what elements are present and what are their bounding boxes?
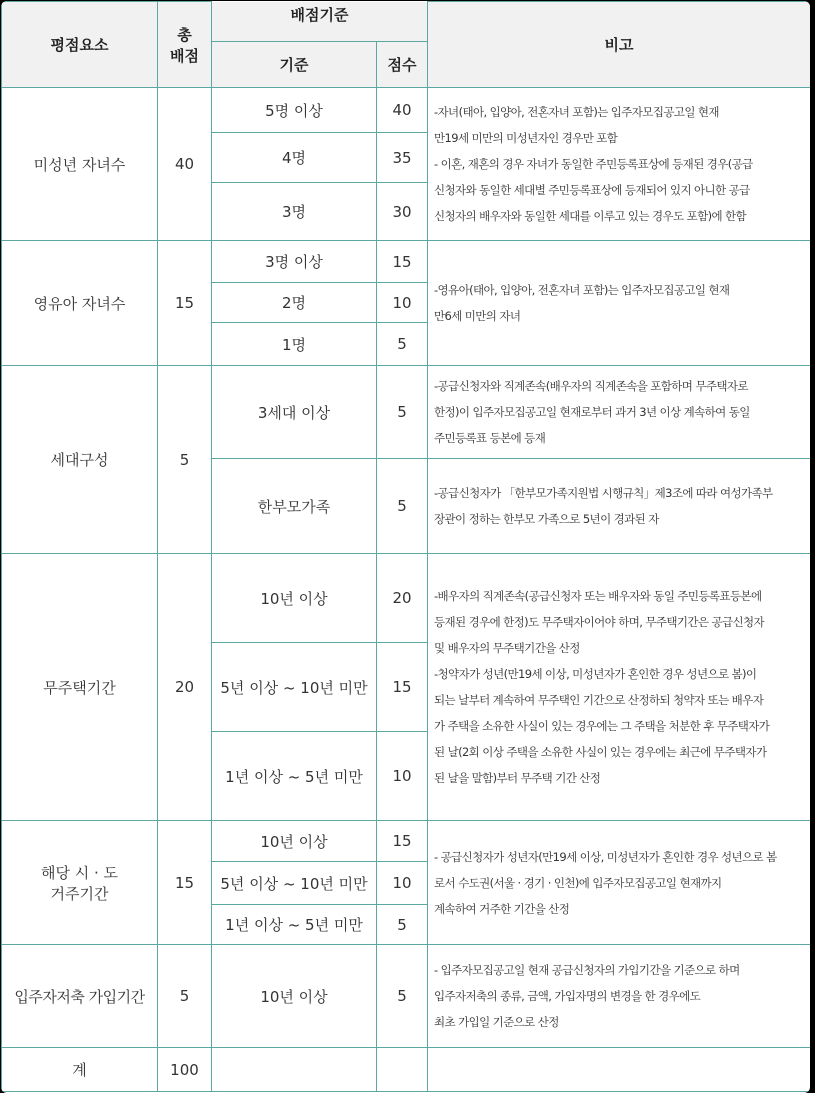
remarks-cell (428, 554, 811, 821)
note-line: 신청자와 동일한 세대별 주민등록표상에 등재되어 있지 아니한 공급 (434, 183, 750, 197)
remarks-cell (428, 241, 811, 366)
table-row (2, 821, 811, 862)
note-line: -공급신청자가 「한부모가족지원법 시행규칙」제3조에 따라 여성가족부 (434, 486, 773, 500)
note-line: - 공급신청자가 성년자(만19세 이상, 미성년자가 혼인한 경우 성년으로 봄 (434, 849, 777, 864)
total-cell: 40 (158, 88, 212, 241)
score-cell: 30 (377, 183, 428, 241)
note-line: 만6세 미만의 자녀 (434, 309, 521, 323)
score-cell: 15 (377, 821, 428, 862)
note-line: 계속하여 거주한 기간을 산정 (434, 901, 570, 916)
factor-cell: 세대구성 (2, 366, 158, 554)
criterion-cell: 1년 이상 ~ 5년 미만 (212, 732, 377, 821)
total-cell: 20 (158, 554, 212, 821)
criterion-cell: 10년 이상 (212, 554, 377, 643)
header-total-line1: 총 (177, 25, 192, 44)
total-sum: 100 (158, 1048, 212, 1092)
factor-line2: 거주기간 (50, 884, 109, 903)
table-row (2, 945, 811, 1048)
header-remarks: 비고 (428, 2, 811, 88)
note-line: 로서 수도권(서울 · 경기 · 인천)에 입주자모집공고일 현재까지 (434, 875, 722, 890)
total-row (2, 1048, 811, 1092)
remarks-cell (428, 821, 811, 945)
score-cell: 15 (377, 643, 428, 732)
header-criterion: 기준 (212, 42, 377, 88)
note-line: 주민등록표 등본에 등재 (434, 431, 546, 445)
criterion-cell: 3세대 이상 (212, 366, 377, 459)
score-cell: 5 (377, 366, 428, 459)
note-line: 최초 가입일 기준으로 산정 (434, 1015, 559, 1029)
factor-line1: 해당 시 · 도 (40, 863, 119, 882)
note-line: 및 배우자의 무주택기간을 산정 (434, 641, 580, 655)
table-row (2, 241, 811, 283)
score-cell: 35 (377, 133, 428, 183)
scoring-sheet (1, 1, 810, 1093)
table-row (2, 554, 811, 643)
score-cell: 5 (377, 323, 428, 366)
note-line: 된 날(2회 이상 주택을 소유한 사실이 있는 경우에는 최근에 무주택자가 (434, 745, 767, 759)
scoring-table (1, 1, 810, 1092)
criterion-cell: 1명 (212, 323, 377, 366)
note-line: 입주자저축의 종류, 금액, 가입자명의 변경을 한 경우에도 (434, 989, 701, 1003)
factor-cell (2, 821, 158, 945)
remarks-cell (428, 945, 811, 1048)
total-label: 계 (2, 1048, 158, 1092)
total-cell: 5 (158, 945, 212, 1048)
criterion-cell: 5명 이상 (212, 88, 377, 133)
criterion-cell: 2명 (212, 283, 377, 323)
note-line: 등재된 경우에 한정)도 무주택자이어야 하며, 무주택기간은 공급신청자 (434, 615, 765, 629)
total-cell: 15 (158, 821, 212, 945)
factor-cell: 무주택기간 (2, 554, 158, 821)
note-line: -배우자의 직계존속(공급신청자 또는 배우자와 동일 주민등록표등본에 (434, 589, 762, 603)
note-line: 장관이 정하는 한부모 가족으로 5년이 경과된 자 (434, 512, 659, 526)
header-total (158, 2, 212, 88)
score-cell: 15 (377, 241, 428, 283)
remarks-cell (428, 88, 811, 241)
score-cell: 10 (377, 862, 428, 905)
total-cell: 5 (158, 366, 212, 554)
note-line: 되는 날부터 계속하여 무주택인 기간으로 산정하되 청약자 또는 배우자 (434, 693, 764, 707)
note-line: - 입주자모집공고일 현재 공급신청자의 가입기간을 기준으로 하며 (434, 963, 740, 977)
criterion-cell: 10년 이상 (212, 821, 377, 862)
criterion-cell: 5년 이상 ~ 10년 미만 (212, 862, 377, 905)
note-line: -영유아(태아, 입양아, 전혼자녀 포함)는 입주자모집공고일 현재 (434, 283, 730, 297)
note-line: - 이혼, 재혼의 경우 자녀가 동일한 주민등록표상에 등재된 경우(공급 (434, 157, 753, 171)
header-row-1 (2, 2, 811, 42)
criterion-cell: 3명 (212, 183, 377, 241)
factor-cell: 영유아 자녀수 (2, 241, 158, 366)
remarks-cell (428, 459, 811, 554)
table-row (2, 366, 811, 459)
note-line: 가 주택을 소유한 사실이 있는 경우에는 그 주택을 처분한 후 무주택자가 (434, 719, 770, 733)
header-factor: 평점요소 (2, 2, 158, 88)
score-cell: 5 (377, 945, 428, 1048)
criterion-cell: 4명 (212, 133, 377, 183)
criterion-cell: 5년 이상 ~ 10년 미만 (212, 643, 377, 732)
note-line: 만19세 미만의 미성년자인 경우만 포함 (434, 131, 618, 145)
criterion-cell: 3명 이상 (212, 241, 377, 283)
header-criteria-group: 배점기준 (212, 2, 428, 42)
note-line: 한정)이 입주자모집공고일 현재로부터 과거 3년 이상 계속하여 동일 (434, 405, 750, 419)
criterion-cell: 1년 이상 ~ 5년 미만 (212, 905, 377, 945)
score-cell: 10 (377, 283, 428, 323)
note-line: 신청자의 배우자와 동일한 세대를 이루고 있는 경우도 포함)에 한함 (434, 209, 747, 223)
note-line: -자녀(태아, 입양아, 전혼자녀 포함)는 입주자모집공고일 현재 (434, 105, 719, 119)
total-cell: 15 (158, 241, 212, 366)
score-cell: 40 (377, 88, 428, 133)
note-line: 된 날을 말함)부터 무주택 기간 산정 (434, 771, 601, 785)
empty-cell (428, 1048, 811, 1092)
empty-cell (377, 1048, 428, 1092)
score-cell: 20 (377, 554, 428, 643)
empty-cell (212, 1048, 377, 1092)
score-cell: 10 (377, 732, 428, 821)
header-total-line2: 배점 (170, 46, 199, 65)
score-cell: 5 (377, 459, 428, 554)
criterion-cell: 10년 이상 (212, 945, 377, 1048)
header-score: 점수 (377, 42, 428, 88)
criterion-cell: 한부모가족 (212, 459, 377, 554)
note-line: -청약자가 성년(만19세 이상, 미성년자가 혼인한 경우 성년으로 봄)이 (434, 667, 757, 681)
score-cell: 5 (377, 905, 428, 945)
factor-cell: 입주자저축 가입기간 (2, 945, 158, 1048)
note-line: -공급신청자와 직계존속(배우자의 직계존속을 포함하며 무주택자로 (434, 379, 748, 393)
table-row (2, 88, 811, 133)
factor-cell: 미성년 자녀수 (2, 88, 158, 241)
remarks-cell (428, 366, 811, 459)
